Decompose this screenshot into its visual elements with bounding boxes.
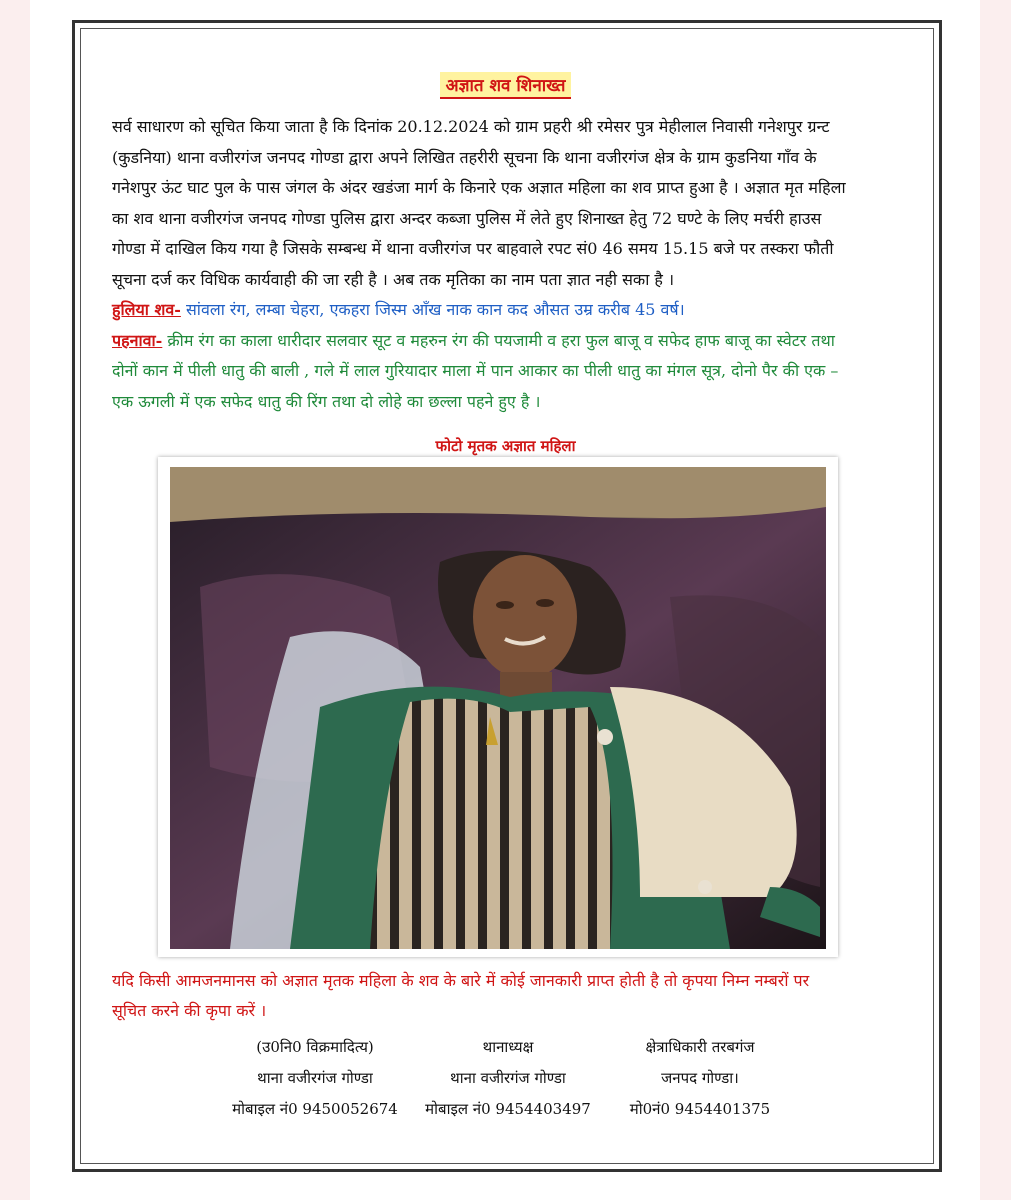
- contact-office: थाना वजीरगंज गोण्डा: [450, 1069, 566, 1087]
- photo-frame: [158, 457, 838, 957]
- paragraph-line: गनेशपुर ऊंट घाट पुल के पास जंगल के अंदर खडंजा मार्ग के किनारे एक अज्ञात महिला का शव प्राप्त हुआ है । अज्ञात मृत महिला: [112, 178, 846, 197]
- contact-phone: मोबाइल नं0 9454403497: [425, 1100, 591, 1118]
- paragraph-line: सूचना दर्ज कर विधिक कार्यवाही की जा रही है । अब तक मृतिका का नाम पता ज्ञात नही सका है ।: [112, 269, 675, 289]
- clothing-label: पहनावा-: [112, 330, 163, 350]
- notice-body: [112, 112, 912, 417]
- contact-office: थाना वजीरगंज गोण्डा: [257, 1069, 373, 1087]
- description-text: सांवला रंग, लम्बा चेहरा, एकहरा जिस्म आँख नाक कान कद औसत उम्र करीब 45 वर्ष।: [180, 300, 685, 319]
- contact-block-sho: [398, 1032, 618, 1125]
- description-line: [112, 295, 912, 326]
- description-label: हुलिया शव-: [112, 300, 181, 319]
- paragraph-line: का शव थाना वजीरगंज जनपद गोण्डा पुलिस द्वारा अन्दर कब्जा पुलिस में लेते हुए शिनाख्त हेतु 72 घण्टे के लिए मर्चरी हाउस: [112, 208, 822, 228]
- photo-illustration: [170, 467, 826, 949]
- contact-phone: मोबाइल नं0 9450052674: [232, 1100, 398, 1118]
- contact-name: थानाध्यक्ष: [482, 1038, 534, 1056]
- contact-phone: मो0नं0 9454401375: [629, 1100, 771, 1118]
- clothing-text-3: एक ऊगली में एक सफेद धातु की रिंग तथा दो लोहे का छल्ला पहने हुए है ।: [112, 391, 541, 411]
- paragraph-line: (कुडनिया) थाना वजीरगंज जनपद गोण्डा द्वारा अपने लिखित तहरीरी सूचना कि थाना वजीरगंज क्षेत्र के ग्राम कुडनिया गाँव के: [112, 147, 817, 167]
- photo-caption: फोटो मृतक अज्ञात महिला: [435, 437, 576, 455]
- appeal-line: सूचित करने की कृपा करें ।: [112, 1001, 267, 1020]
- contact-name: क्षेत्राधिकारी तरबगंज: [645, 1038, 755, 1056]
- deceased-photo: [170, 467, 826, 949]
- appeal-text: [112, 966, 912, 1026]
- contact-block-si: [205, 1032, 425, 1125]
- appeal-line: यदि किसी आमजनमानस को अज्ञात मृतक महिला के शव के बारे में कोई जानकारी प्राप्त होती है तो कृपया निम्न नम्बरों पर: [112, 971, 810, 990]
- contact-block-co: [590, 1032, 810, 1125]
- clothing-line: [112, 326, 912, 357]
- clothing-text-2: दोनों कान में पीली धातु की बाली , गले में लाल गुरियादार माला में पान आकार का पीली धातु का मंगल सूत्र, दोनो पैर की एक –: [112, 361, 839, 380]
- notice-title-wrap: [0, 72, 1011, 99]
- paragraph-line: गोण्डा में दाखिल किय गया है जिसके सम्बन्ध में थाना वजीरगंज पर बाहवाले रपट सं0 46 समय 15.15 बजे पर तस्करा फौती: [112, 239, 834, 258]
- paragraph-line: सर्व साधारण को सूचित किया जाता है कि दिनांक 20.12.2024 को ग्राम प्रहरी श्री रमेसर पुत्र मेहीलाल निवासी गनेशपुर ग्रन्ट: [112, 117, 830, 136]
- contact-office: जनपद गोण्डा।: [661, 1069, 739, 1087]
- clothing-text-1: क्रीम रंग का काला धारीदार सलवार सूट व महरुन रंग की पयजामी व हरा फुल बाजू व सफेद हाफ बाजू का स्वेटर तथा: [162, 330, 835, 350]
- contact-name: (उ0नि0 विक्रमादित्य): [256, 1038, 374, 1056]
- notice-title: अज्ञात शव शिनाख्त: [440, 72, 572, 99]
